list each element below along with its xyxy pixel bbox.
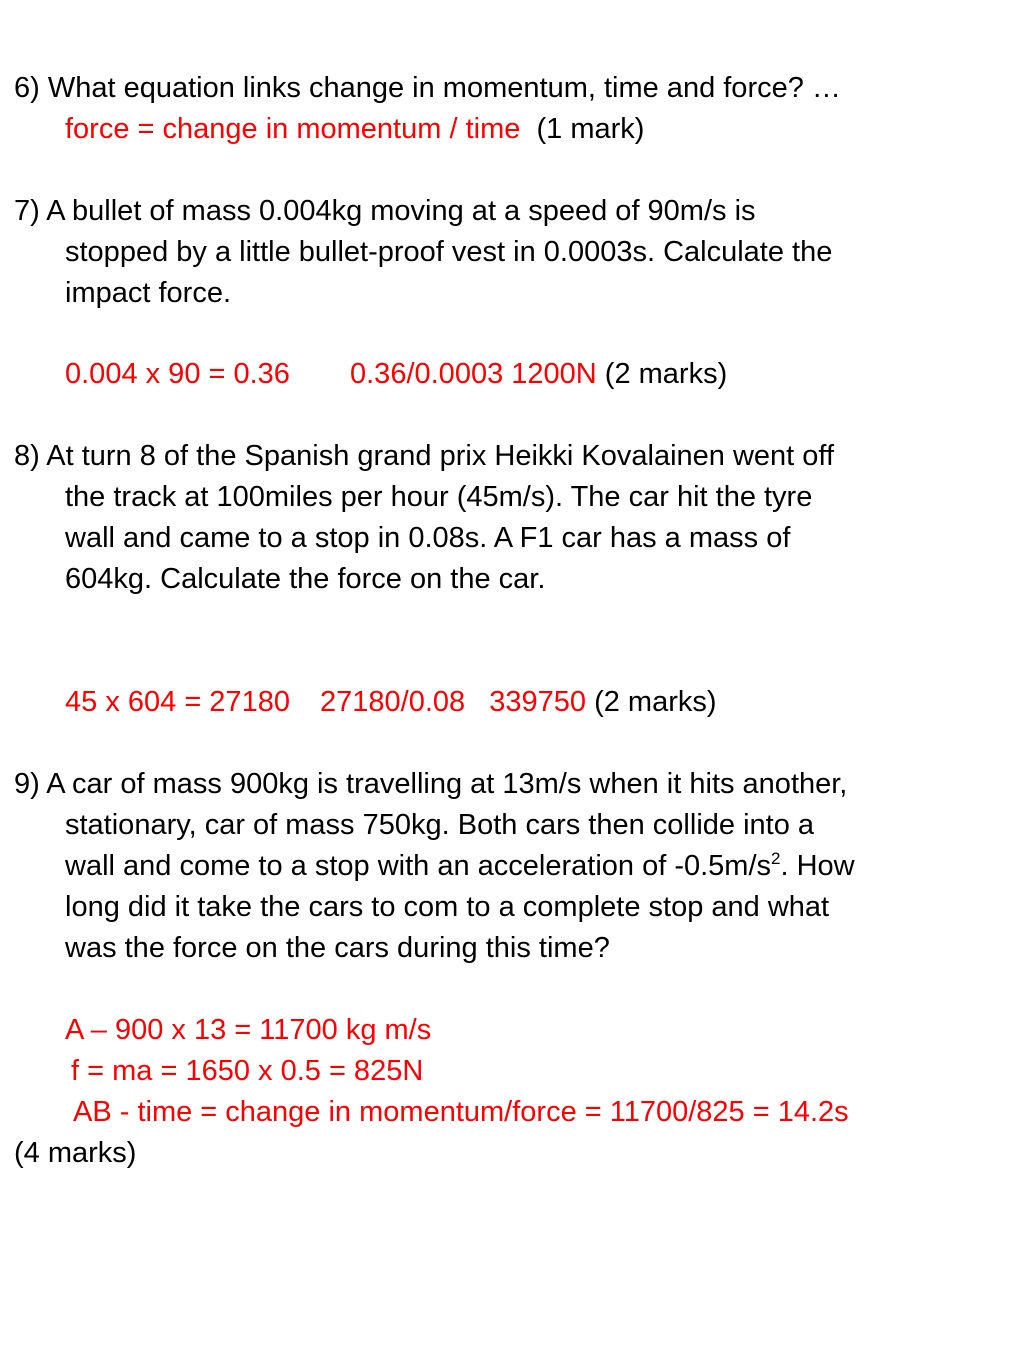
q7-answer-part-1: 0.004 x 90 = 0.36 (65, 358, 290, 390)
q8-answer-line (65, 685, 717, 719)
q7-question-line-1: 7) A bullet of mass 0.004kg moving at a speed of 90m/s is (14, 195, 756, 227)
q9-question-line-1: 9) A car of mass 900kg is travelling at 13m/s when it hits another, (14, 768, 848, 800)
q8-marks: (2 marks) (594, 686, 717, 718)
q7-answer-part-2: 0.36/0.0003 1200N (350, 358, 597, 390)
q7-question-line-3: impact force. (65, 277, 231, 309)
q9-question-line-3-end: . How (780, 850, 855, 882)
q7-question-line-2: stopped by a little bullet-proof vest in 0.0003s. Calculate the (65, 236, 833, 268)
q9-question-line-2: stationary, car of mass 750kg. Both cars then collide into a (65, 809, 815, 841)
q9-answer-f: f = ma = 1650 x 0.5 = 825N (71, 1055, 424, 1087)
q9-marks: (4 marks) (14, 1137, 137, 1169)
q8-answer-part-2: 27180/0.08 (320, 686, 466, 718)
q6-marks: (1 mark) (536, 113, 645, 145)
q8-answer-part-3: 339750 (489, 686, 587, 718)
q9-squared-superscript: 2 (771, 849, 781, 868)
q9-question-line-3-text: wall and come to a stop with an acceleration of -0.5m/s (65, 850, 772, 882)
q6-question: 6) What equation links change in momentum, time and force? … (14, 72, 841, 104)
q9-answer-a: A – 900 x 13 = 11700 kg m/s (65, 1014, 432, 1046)
q8-question-line-4: 604kg. Calculate the force on the car. (65, 563, 546, 595)
q7-answer-line (65, 357, 727, 391)
q6-answer: force = change in momentum / time (65, 113, 521, 145)
q9-question-line-5: was the force on the cars during this time? (65, 932, 610, 964)
q8-question-line-1: 8) At turn 8 of the Spanish grand prix Heikki Kovalainen went off (14, 440, 835, 472)
q7-marks: (2 marks) (604, 358, 728, 390)
q8-question-line-3: wall and came to a stop in 0.08s. A F1 car has a mass of (65, 522, 791, 554)
q9-question-line-3 (65, 849, 855, 883)
q8-question-line-2: the track at 100miles per hour (45m/s). The car hit the tyre (65, 481, 813, 513)
q6-answer-line (65, 112, 644, 146)
q8-answer-part-1: 45 x 604 = 27180 (65, 686, 290, 718)
q9-question-line-4: long did it take the cars to com to a complete stop and what (65, 891, 830, 923)
q9-answer-ab: AB - time = change in momentum/force = 11700/825 = 14.2s (73, 1096, 849, 1128)
